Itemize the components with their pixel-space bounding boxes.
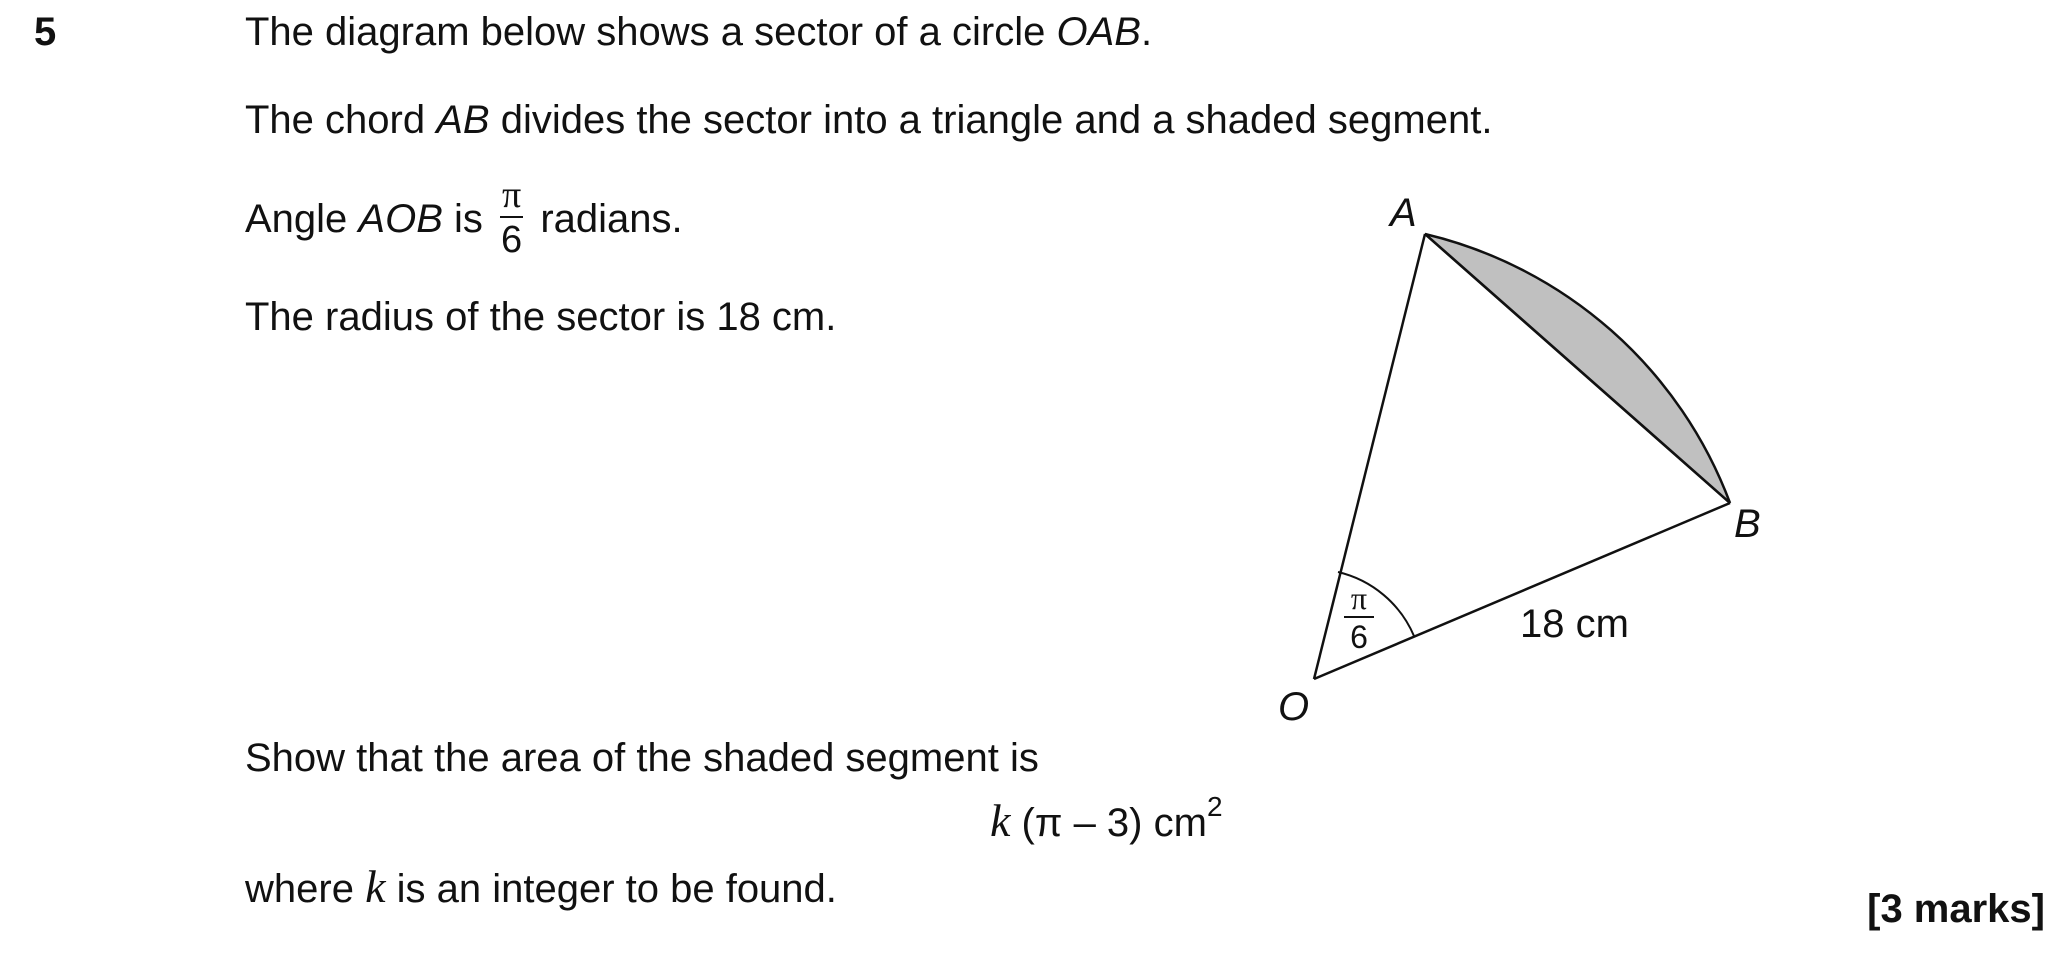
line1-text: The diagram below shows a sector of a circle <box>245 10 1057 54</box>
radius-OB <box>1314 503 1730 679</box>
line1-italic: OAB <box>1056 10 1141 54</box>
expr-body: (π – 3) cm <box>1010 801 1207 845</box>
angle-numerator: π <box>1350 580 1368 616</box>
chord-AB <box>1425 234 1730 503</box>
line3-italic: AOB <box>358 197 443 242</box>
line6-after: is an integer to be found. <box>385 867 837 911</box>
question-number: 5 <box>34 10 57 54</box>
line2-before: The chord <box>245 98 437 142</box>
line3-mid: is <box>442 197 495 242</box>
label-O: O <box>1278 685 1310 729</box>
line6-before: where <box>245 867 366 911</box>
line3-before: Angle <box>245 197 359 242</box>
line6-k: k <box>365 861 386 912</box>
fraction-numerator: π <box>502 174 522 216</box>
marks-label: [3 marks] <box>1867 887 2045 931</box>
label-A: A <box>1390 191 1417 235</box>
line1-after: . <box>1140 10 1153 54</box>
radius-label: 18 cm <box>1520 602 1629 646</box>
radius-OA <box>1314 234 1425 679</box>
question-line-4: The radius of the sector is 18 cm. <box>245 295 837 339</box>
line2-italic: AB <box>436 98 490 142</box>
angle-denominator: 6 <box>1350 619 1368 655</box>
question-line-5: Show that the area of the shaded segment is <box>245 736 1039 780</box>
line2-after: divides the sector into a triangle and a shaded segment. <box>489 98 1493 142</box>
label-B: B <box>1734 502 1761 546</box>
line3-after: radians. <box>529 197 683 242</box>
expr-superscript: 2 <box>1206 790 1223 822</box>
fraction-denominator: 6 <box>501 219 523 261</box>
expr-k: k <box>990 795 1011 846</box>
